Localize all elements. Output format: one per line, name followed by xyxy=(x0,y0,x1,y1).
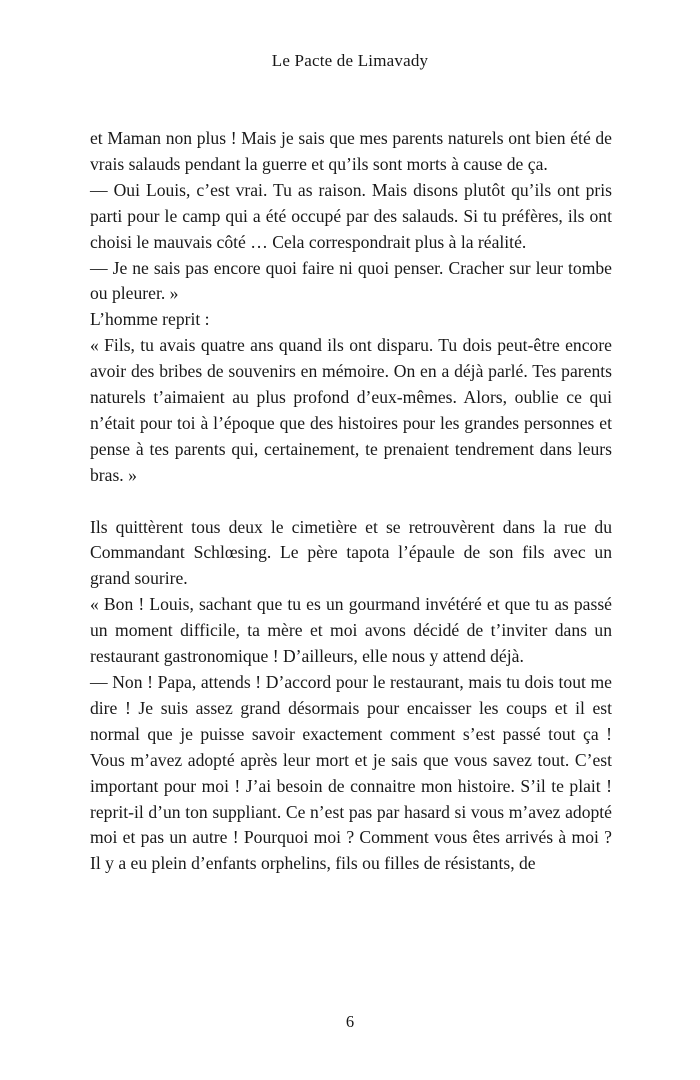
paragraph-dialogue: — Non ! Papa, attends ! D’accord pour le restaurant, mais tu dois tout me dire ! Je suis assez grand désormais pour encaisser les coups et il est normal que je puisse savoir exactement comment s’est passé tout ça ! Vous m’avez adopté après leur mort et je sais que vous savez tout. C’est important pour moi ! J’ai besoin de connaitre mon histoire. S’il te plait ! reprit-il d’un ton suppliant. Ce n’est pas par hasard si vous m’avez adopté moi et pas un autre ! Pourquoi moi ? Comment vous êtes arrivés à moi ? Il y a eu plein d’enfants orphelins, fils ou filles de résistants, de xyxy=(90,672,612,874)
page-body xyxy=(90,126,612,877)
paragraph: L’homme reprit : xyxy=(90,309,210,330)
paragraph-dialogue: — Oui Louis, c’est vrai. Tu as raison. Mais disons plutôt qu’ils ont pris parti pour le camp qui a été occupé par des salauds. Si tu préfères, ils ont choisi le mauvais côté … Cela correspondrait plus à la réalité. xyxy=(90,179,612,252)
paragraph-dialogue: « Bon ! Louis, sachant que tu es un gourmand invétéré et que tu as passé un moment difficile, ta mère et moi avons décidé de t’inviter dans un restaurant gastronomique ! D’ailleurs, elle nous y attend déjà. xyxy=(90,594,612,667)
paragraph: Ils quittèrent tous deux le cimetière et se retrouvèrent dans la rue du Commandant Schlœsing. Le père tapota l’épaule de son fils avec un grand sourire. xyxy=(90,516,612,589)
paragraph: et Maman non plus ! Mais je sais que mes parents naturels ont bien été de vrais salauds pendant la guerre et qu’ils sont morts à cause de ça. xyxy=(90,128,612,174)
paragraph-dialogue: « Fils, tu avais quatre ans quand ils ont disparu. Tu dois peut-être encore avoir des bribes de souvenirs en mémoire. On en a déjà parlé. Tes parents naturels t’aimaient au plus profond d’eux-mêmes. Alors, oublie ce qui n’était pour toi à l’époque que des histoires pour les grandes personnes et pense à tes parents qui, certainement, te prenaient tendrement dans leurs bras. » xyxy=(90,335,612,485)
running-header-title: Le Pacte de Limavady xyxy=(271,51,429,70)
page-number: 6 xyxy=(345,1012,355,1031)
paragraph-dialogue: — Je ne sais pas encore quoi faire ni quoi penser. Cracher sur leur tombe ou pleurer. » xyxy=(90,257,612,304)
